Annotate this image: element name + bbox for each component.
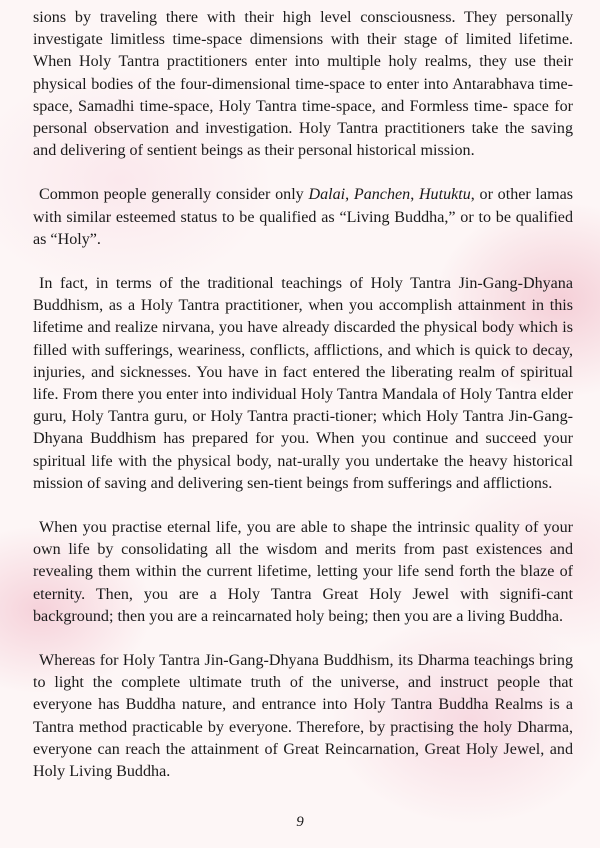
paragraph-1-line: physical bodies of the four-dimensional time-space to enter into Antarabhava bbox=[33, 75, 535, 93]
paragraph-gap bbox=[33, 251, 573, 273]
paragraph-1-line: time-space, Samadhi time-space, Holy Tantra time-space, and Formless time- bbox=[33, 75, 573, 115]
paragraph-5: Whereas for Holy Tantra Jin-Gang-Dhyana Buddhism, its Dharma teachings bring to light the complete ultimate truth of the universe, and instruct people that everyone has Buddha nature, and entrance into Holy Tantra Buddha Realms is a Tantra method practicable by everyone. Therefore, by practising the holy Dharma, everyone can reach the attainment of Great Reincarnation, Great Holy Jewel, and Holy Living Buddha. bbox=[33, 652, 573, 781]
paragraph-2-text: , or other lamas with similar esteemed status to be qualified as “Living Buddha,” or to be qualified as “Holy”. bbox=[33, 186, 574, 248]
paragraph-1-line: mission. bbox=[420, 142, 475, 160]
paragraph-1-line: sions by traveling there with their high level consciousness. They personally bbox=[33, 9, 573, 26]
paragraph-gap bbox=[33, 495, 573, 517]
paragraph-1 bbox=[33, 7, 573, 162]
paragraph-2-text: Common people generally consider only bbox=[39, 186, 309, 204]
paragraph-2 bbox=[33, 184, 573, 251]
term-dalai: Dalai bbox=[308, 186, 346, 204]
term-panchen: Panchen bbox=[353, 186, 411, 204]
paragraph-2-text: , bbox=[345, 186, 354, 204]
paragraph-3: In fact, in terms of the traditional teachings of Holy Tantra Jin-Gang-Dhyana Buddhism, as a Holy Tantra practitioner, when you accomplish attainment in this lifetime and realize nirvana, you have already discarded the physical body which is filled with sufferings, weariness, conflicts, afflictions, and which is quick to decay, injuries, and sicknesses. You have in fact entered the liberating realm of spiritual life. From there you enter into individual Holy Tantra Mandala of Holy Tantra elder guru, Holy Tantra guru, or Holy Tantra practi-tioner; which Holy Tantra Jin-Gang-Dhyana Buddhism has prepared for you. When you continue and succeed your spiritual life with the physical body, nat-urally you undertake the heavy historical mission of saving and delivering sen-tient beings from sufferings and afflictions. bbox=[33, 275, 573, 492]
paragraph-gap bbox=[33, 628, 573, 650]
page-body bbox=[33, 7, 573, 783]
paragraph-1-line: space for personal observation and investigation. Holy Tantra practitioners bbox=[33, 97, 573, 138]
paragraph-2-text: , bbox=[410, 186, 419, 204]
paragraph-4: When you practise eternal life, you are able to shape the intrinsic quality of your own life by consolidating all the wisdom and merits from past existences and revealing them within the current lifetime, letting your life send forth the blaze of eternity. Then, you are a Holy Tantra Great Holy Jewel with signifi-cant background; then you are a reincarnated holy being; then you are a living Buddha. bbox=[33, 519, 573, 625]
page-number: 9 bbox=[296, 814, 304, 830]
paragraph-1-line: take the saving and delivering of sentient beings as their personal historical bbox=[33, 120, 573, 160]
paragraph-gap bbox=[33, 162, 573, 184]
paragraph-1-line: When Holy Tantra practitioners enter into multiple holy realms, they use their bbox=[33, 53, 573, 71]
term-hutuktu: Hutuktu bbox=[418, 186, 471, 204]
paragraph-1-line: investigate limitless time-space dimensions with their stage of limited lifetime. bbox=[33, 31, 573, 49]
